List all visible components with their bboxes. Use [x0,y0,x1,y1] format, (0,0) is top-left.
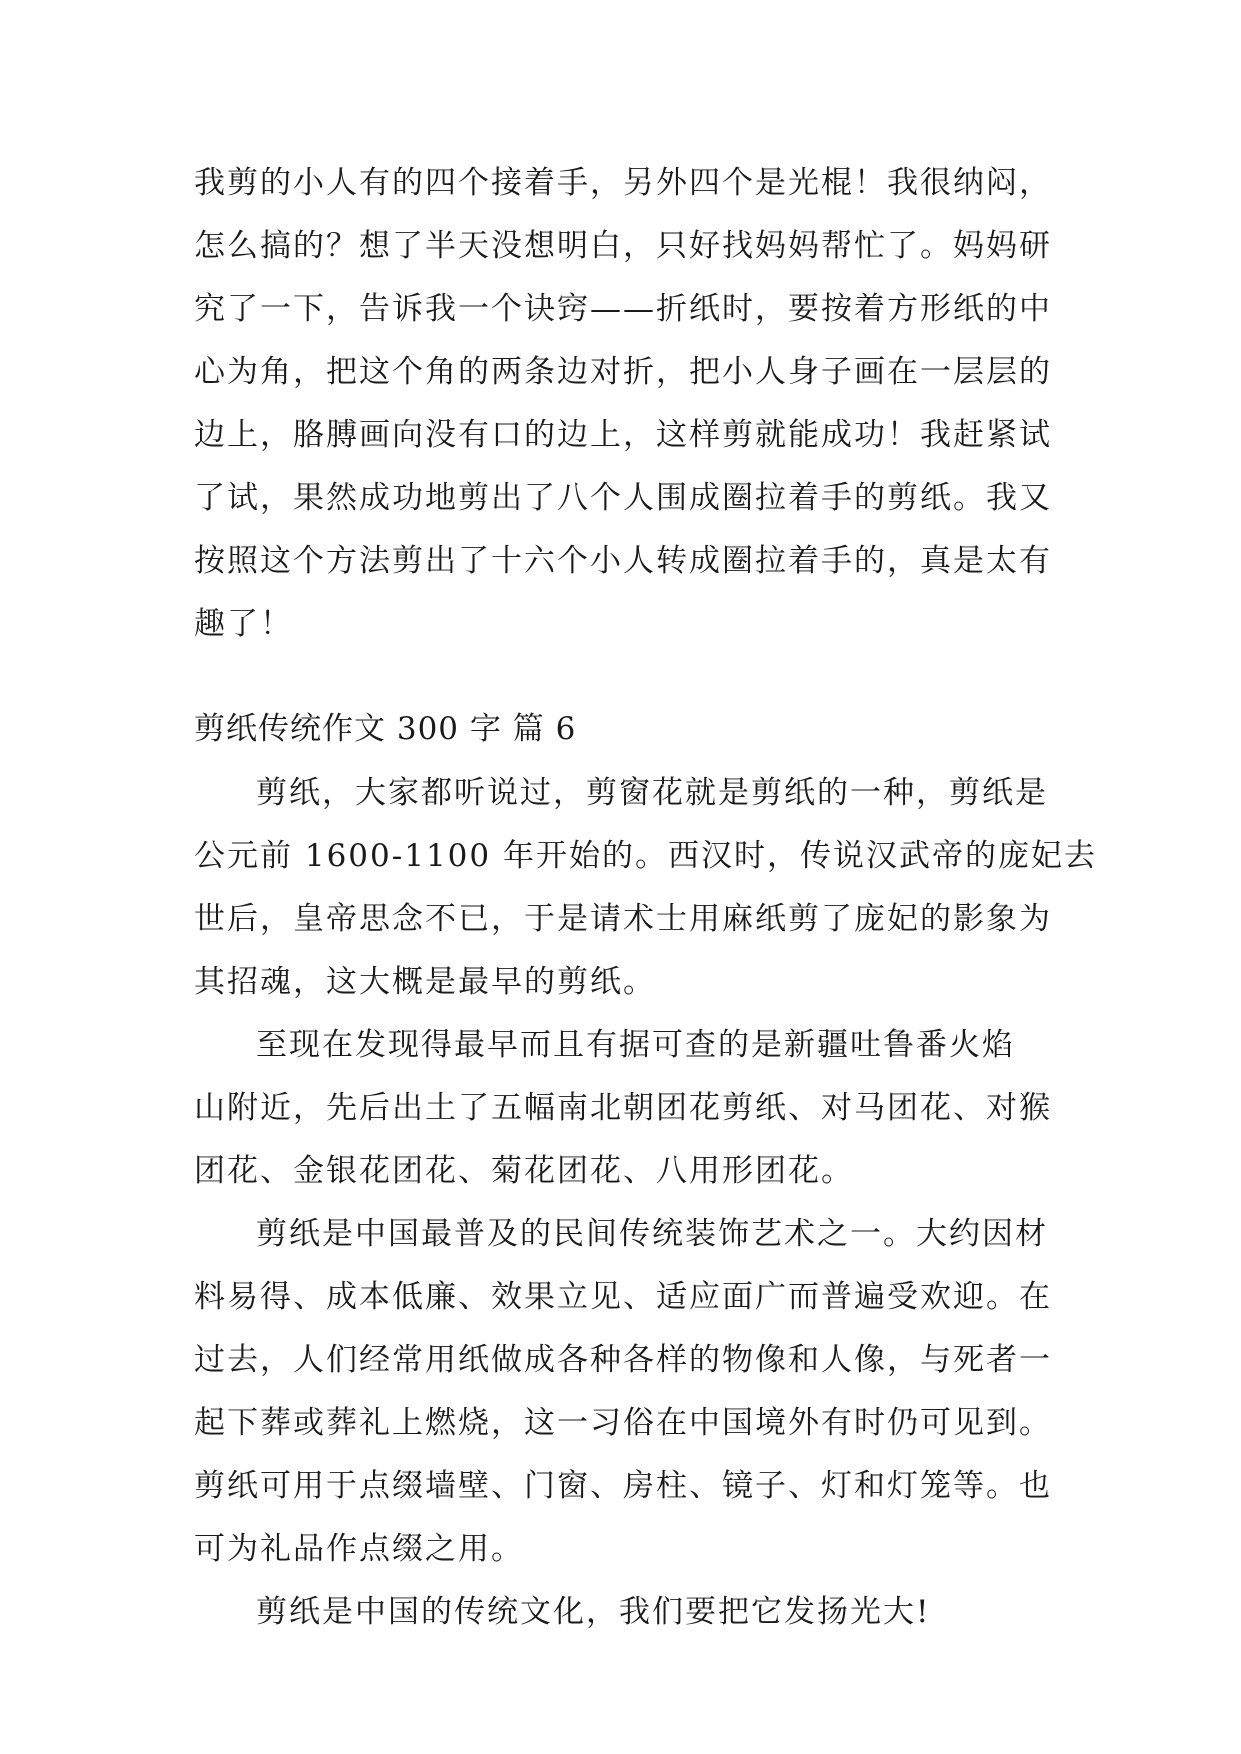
paragraph-c-line-3: 团花、金银花团花、菊花团花、八用形团花。 [194,1153,854,1189]
paragraph-d-line-1: 剪纸是中国最普及的民间传统装饰艺术之一。大约因材 [256,1216,1048,1252]
paragraph-d-line-2: 料易得、成本低廉、效果立见、适应面广而普遍受欢迎。在 [194,1279,1052,1315]
paragraph-a-line-3: 究了一下，告诉我一个诀窍——折纸时，要按着方形纸的中 [194,291,1052,327]
paragraph-a-line-2: 怎么搞的？想了半天没想明白，只好找妈妈帮忙了。妈妈研 [194,228,1052,264]
paragraph-a-line-4: 心为角，把这个角的两条边对折，把小人身子画在一层层的 [194,354,1052,390]
paragraph-b-line-3: 世后，皇帝思念不已，于是请术士用麻纸剪了庞妃的影象为 [194,901,1052,937]
paragraph-a-line-6: 了试，果然成功地剪出了八个人围成圈拉着手的剪纸。我又 [194,480,1052,516]
paragraph-b-line-4: 其招魂，这大概是最早的剪纸。 [194,964,656,1000]
paragraph-d-line-4: 起下葬或葬礼上燃烧，这一习俗在中国境外有时仍可见到。 [194,1405,1052,1441]
paragraph-b-line-1: 剪纸，大家都听说过，剪窗花就是剪纸的一种，剪纸是 [256,775,1048,811]
paragraph-d-line-6: 可为礼品作点缀之用。 [194,1531,524,1567]
paragraph-a-line-7: 按照这个方法剪出了十六个小人转成圈拉着手的，真是太有 [194,543,1052,579]
paragraph-a-line-8: 趣了！ [194,606,293,642]
paragraph-a-line-5: 边上，胳膊画向没有口的边上，这样剪就能成功！我赶紧试 [194,417,1052,453]
paragraph-e-line-1: 剪纸是中国的传统文化，我们要把它发扬光大! [256,1594,931,1630]
paragraph-d-line-5: 剪纸可用于点缀墙壁、门窗、房柱、镜子、灯和灯笼等。也 [194,1468,1052,1504]
paragraph-c-line-1: 至现在发现得最早而且有据可查的是新疆吐鲁番火焰 [256,1027,1015,1063]
paragraph-b-line-2: 公元前 1600-1100 年开始的。西汉时，传说汉武帝的庞妃去 [194,838,1097,874]
section-title: 剪纸传统作文 300 字 篇 6 [194,711,577,747]
paragraph-a-line-1: 我剪的小人有的四个接着手，另外四个是光棍！我很纳闷， [194,165,1052,201]
paragraph-c-line-2: 山附近，先后出土了五幅南北朝团花剪纸、对马团花、对猴 [194,1090,1052,1126]
paragraph-d-line-3: 过去，人们经常用纸做成各种各样的物像和人像，与死者一 [194,1342,1052,1378]
